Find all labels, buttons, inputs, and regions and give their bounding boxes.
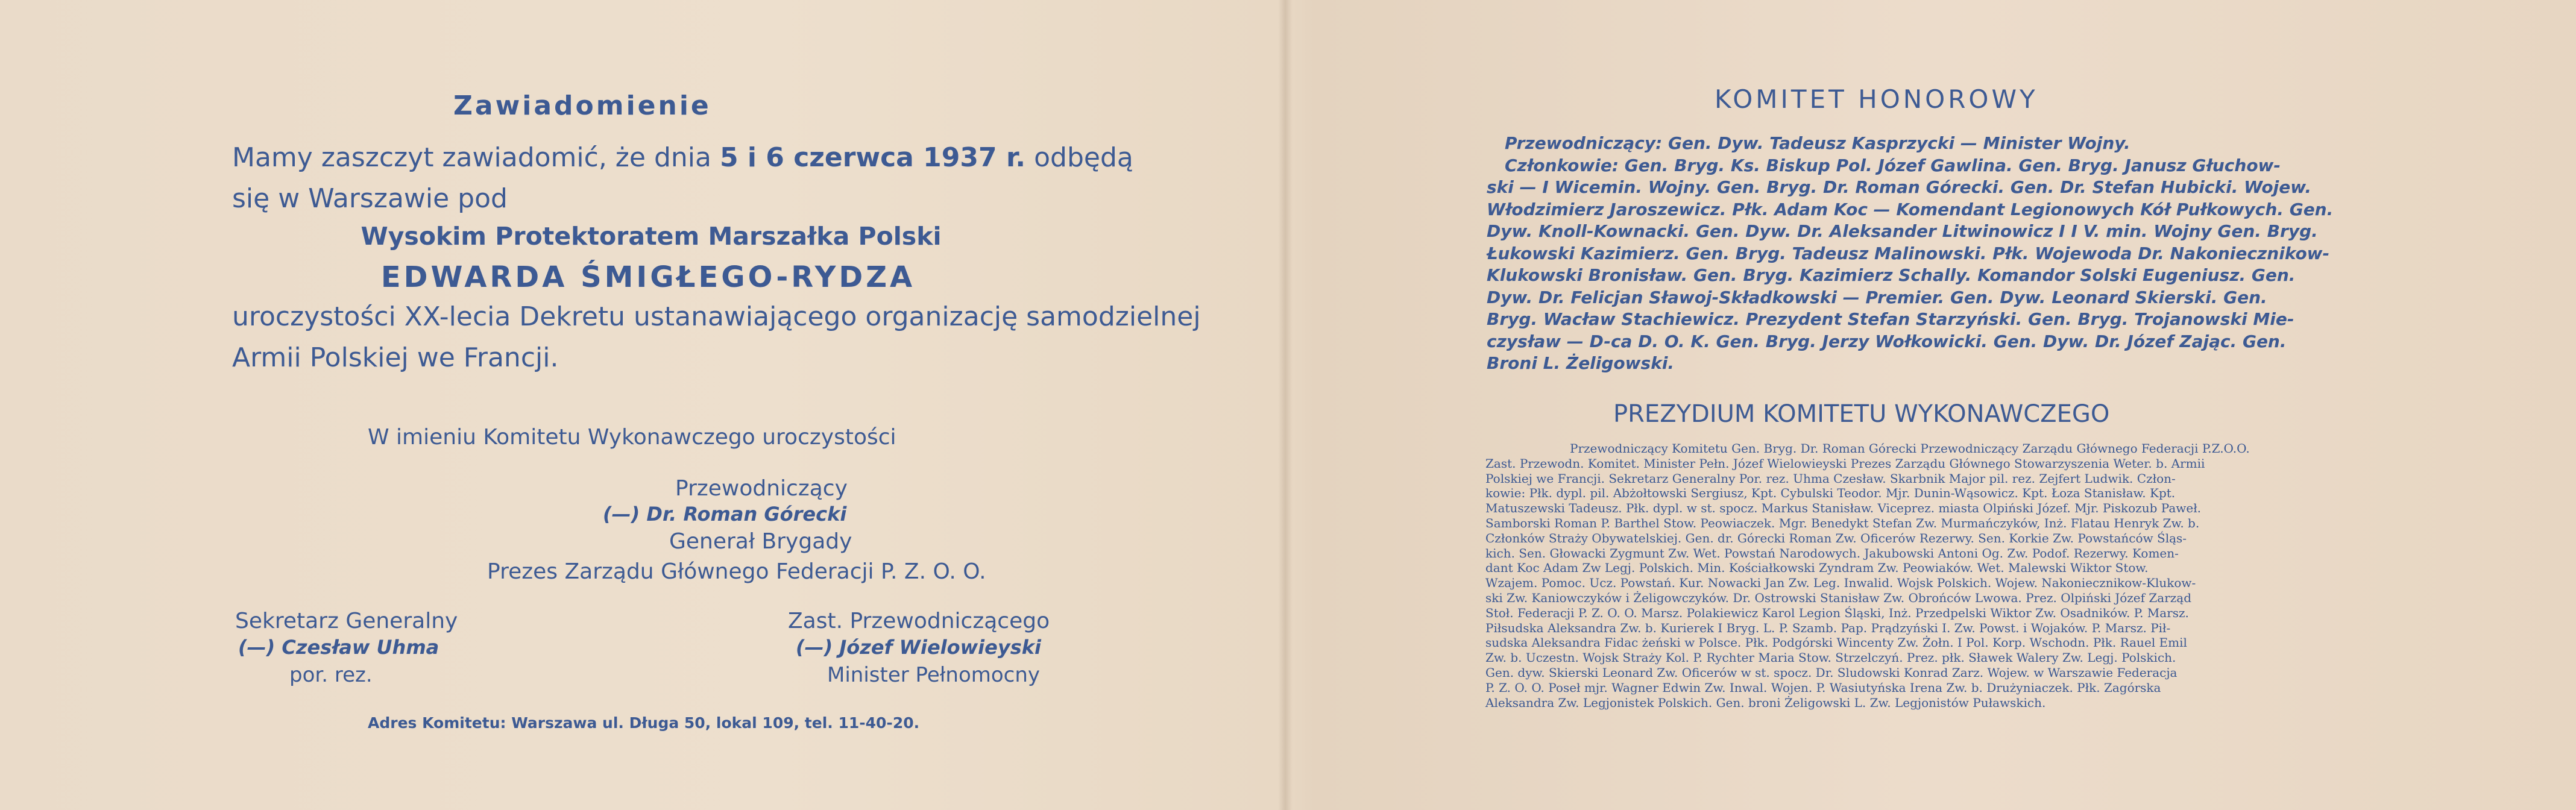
presidium-line: Polskiej we Francji. Sekretarz Generalny Por. rez. Uhma Czesław. Skarbnik Major pil. rez. Zejfert Ludwik. Człon- bbox=[1485, 471, 2176, 486]
presidium-line: Zast. Przewodn. Komitet. Minister Pełn. Józef Wielowieyski Prezes Zarządu Głównego Stowarzyszenia Weter. b. Armii bbox=[1485, 456, 2205, 471]
chair-name: (—) Dr. Roman Górecki bbox=[603, 503, 847, 526]
honorary-line: ski — I Wicemin. Wojny. Gen. Bryg. Dr. Roman Górecki. Gen. Dr. Stefan Hubicki. Wojew. bbox=[1487, 177, 2311, 197]
intro-line-4: Armii Polskiej we Francji. bbox=[232, 342, 559, 373]
secretary-title: Sekretarz Generalny bbox=[235, 609, 458, 633]
presidium-line: P. Z. O. O. Poseł mjr. Wagner Edwin Zw. Inwal. Wojen. P. Wasiutyńska Irena Zw. b. Drużyniaczek. Płk. Zagórska bbox=[1485, 680, 2161, 695]
intro-line-2: się w Warszawie pod bbox=[232, 183, 508, 214]
deputy-name: (—) Józef Wielowieyski bbox=[796, 636, 1041, 659]
chair-rank: Generał Brygady bbox=[669, 529, 852, 554]
honorary-line: Klukowski Bronisław. Gen. Bryg. Kazimierz Schally. Komandor Solski Eugeniusz. Gen. bbox=[1487, 265, 2296, 285]
honorary-line: Łukowski Kazimierz. Gen. Bryg. Tadeusz Malinowski. Płk. Wojewoda Dr. Nakoniecznikow- bbox=[1487, 243, 2330, 263]
presidium-line: Zw. b. Uczestn. Wojsk Straży Kol. P. Rychter Maria Stow. Strzelczyń. Prez. płk. Sławek Walery Zw. Legj. Polskich. bbox=[1485, 650, 2176, 665]
presidium-line: Wzajem. Pomoc. Ucz. Powstań. Kur. Nowacki Jan Zw. Leg. Inwalid. Wojsk Polskich. Wojew. Nakoniecznikow-Klukow- bbox=[1485, 576, 2196, 591]
presidium-line: Aleksandra Zw. Legjonistek Polskich. Gen. broni Żeligowski L. Zw. Legjonistów Puławskich. bbox=[1485, 695, 2046, 710]
center-fold bbox=[1278, 0, 1293, 810]
presidium-line: sudska Aleksandra Fidac żeński w Polsce. Płk. Podgórski Wincenty Zw. Żołn. I Pol. Korp. Wschodn. Płk. Rauel Emil bbox=[1485, 635, 2187, 650]
intro-line-1: Mamy zaszczyt zawiadomić, że dnia 5 i 6 czerwca 1937 r. odbędą bbox=[232, 142, 1133, 173]
honorary-line: Bryg. Wacław Stachiewicz. Prezydent Stefan Starzyński. Gen. Bryg. Trojanowski Mie- bbox=[1487, 309, 2294, 329]
presidium-line: kowie: Płk. dypl. pil. Abżołtowski Sergiusz, Kpt. Cybulski Teodor. Mjr. Dunin-Wąsowicz. Kpt. Łoza Stanisław. Kpt. bbox=[1485, 486, 2176, 501]
deputy-title: Zast. Przewodniczącego bbox=[788, 609, 1050, 633]
intro-line-3: uroczystości XX-lecia Dekretu ustanawiającego organizację samodzielnej bbox=[232, 301, 1201, 332]
presidium-line: Stoł. Federacji P. Z. O. O. Marsz. Polakiewicz Karol Legion Śląski, Inż. Przedpelski Wiktor Zw. Osadników. P. Marsz. bbox=[1485, 605, 2189, 620]
patron-name: EDWARDA ŚMIGŁEGO-RYDZA bbox=[380, 260, 916, 294]
presidium-line: kich. Sen. Głowacki Zygmunt Zw. Wet. Powstań Narodowych. Jakubowski Antoni Og. Zw. Podof. Rezerwy. Komen- bbox=[1485, 545, 2179, 560]
event-date: 5 i 6 czerwca 1937 r. bbox=[719, 142, 1026, 173]
honorary-line: Broni L. Żeligowski. bbox=[1487, 353, 1675, 373]
chair-title: Przewodniczący bbox=[675, 476, 848, 501]
secretary-name: (—) Czesław Uhma bbox=[238, 636, 439, 659]
honorary-line: Członkowie: Gen. Bryg. Ks. Biskup Pol. Józef Gawlina. Gen. Bryg. Janusz Głuchow- bbox=[1505, 155, 2281, 175]
presidium-line: Gen. dyw. Skierski Leonard Zw. Oficerów w st. spocz. Dr. Sludowski Konrad Zarz. Wojew. w Warszawie Federacja bbox=[1485, 665, 2178, 680]
honorary-line: Dyw. Knoll-Kownacki. Gen. Dyw. Dr. Aleksander Litwinowicz I I V. min. Wojny Gen. Bryg. bbox=[1487, 221, 2318, 241]
presidium-line: ski Zw. Kaniowczyków i Żeligowczyków. Dr. Ostrowski Stanisław Zw. Obrońców Lwowa. Prez. Olpiński Józef Zarząd bbox=[1485, 590, 2192, 605]
secretary-rank: por. rez. bbox=[289, 663, 373, 687]
left-panel bbox=[0, 0, 1278, 810]
presidium-line: Piłsudska Aleksandra Zw. b. Kurierek I Bryg. L. P. Szamb. Pap. Prądzyński I. Zw. Powst. i Wojaków. P. Marsz. Pił- bbox=[1485, 620, 2171, 635]
presidium-list bbox=[1485, 441, 2423, 710]
honorary-committee-heading: KOMITET HONOROWY bbox=[1715, 84, 2038, 114]
deputy-role: Minister Pełnomocny bbox=[827, 663, 1041, 687]
honorary-committee-list bbox=[1487, 133, 2418, 375]
honorary-line: Dyw. Dr. Felicjan Sławoj-Składkowski — Premier. Gen. Dyw. Leonard Skierski. Gen. bbox=[1487, 287, 2267, 307]
honorary-line: czysław — D-ca D. O. K. Gen. Bryg. Jerzy Wołkowicki. Gen. Dyw. Dr. Józef Zając. Gen. bbox=[1487, 331, 2287, 351]
committee-address: Adres Komitetu: Warszawa ul. Długa 50, lokal 109, tel. 11-40-20. bbox=[368, 714, 920, 732]
presidium-line: Matuszewski Tadeusz. Płk. dypl. w st. spocz. Markus Stanisław. Viceprez. miasta Olpiński Józef. Mjr. Piskozub Paweł. bbox=[1485, 501, 2202, 516]
notice-title: Zawiadomienie bbox=[453, 90, 711, 121]
presidium-line: Przewodniczący Komitetu Gen. Bryg. Dr. Roman Górecki Przewodniczący Zarządu Głównego Federacji P.Z.O.O. bbox=[1570, 441, 2250, 456]
right-panel bbox=[1293, 0, 2576, 810]
presidium-line: dant Koc Adam Zw Legj. Polskich. Min. Kościałkowski Zyndram Zw. Peowiaków. Wet. Malewski Wiktor Stow. bbox=[1485, 560, 2149, 576]
chair-role: Prezes Zarządu Głównego Federacji P. Z. O. O. bbox=[487, 559, 986, 584]
committee-line: W imieniu Komitetu Wykonawczego uroczystości bbox=[368, 425, 896, 450]
presidium-line: Samborski Roman P. Barthel Stow. Peowiaczek. Mgr. Benedykt Stefan Zw. Murmańczyków, Inż. Flatau Henryk Zw. b. bbox=[1485, 515, 2200, 530]
presidium-heading: PREZYDIUM KOMITETU WYKONAWCZEGO bbox=[1613, 400, 2110, 428]
protectorate-line: Wysokim Protektoratem Marszałka Polski bbox=[361, 222, 942, 251]
honorary-line: Włodzimierz Jaroszewicz. Płk. Adam Koc — Komendant Legionowych Kół Pułkowych. Gen. bbox=[1487, 199, 2334, 219]
honorary-line: Przewodniczący: Gen. Dyw. Tadeusz Kasprzycki — Minister Wojny. bbox=[1505, 133, 2130, 153]
presidium-line: Członków Straży Obywatelskiej. Gen. dr. Górecki Roman Zw. Oficerów Rezerwy. Sen. Korkie Zw. Powstańców Śląs- bbox=[1485, 530, 2187, 545]
